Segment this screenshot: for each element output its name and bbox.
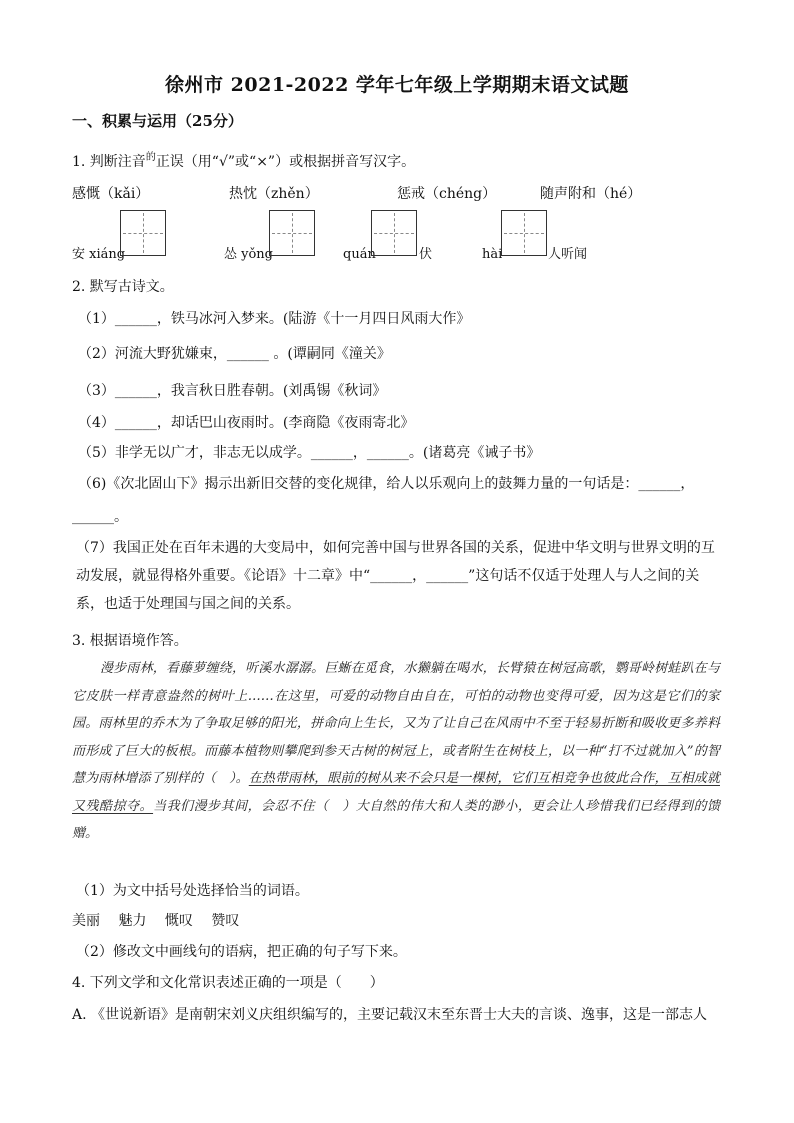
fill-pinyin: 安 xiáng (72, 247, 126, 262)
section-heading: 一、积累与运用（25分） (72, 112, 243, 130)
pinyin-item-1: 感慨（kǎi） (72, 186, 150, 202)
character-grid-box[interactable] (371, 210, 417, 256)
fill-item-1 (72, 210, 172, 262)
question-3-stem: 3. 根据语境作答。 (72, 633, 188, 649)
reading-passage (72, 655, 720, 848)
poem-line-7: （7）我国正处在百年未遇的大变局中，如何完善中国与世界各国的关系，促进中华文明与世界文明的互动发展，就显得格外重要。《论语》十二章》中“______，______”这句话不仅适于处理人与人之间的关系，也适于处理国与国之间的关系。 (76, 540, 715, 612)
character-grid-box[interactable] (120, 210, 166, 256)
passage-text-c: 当我们漫步其间，会忍不住（ ）大自然的伟大和人类的渺小，更会让人珍惜我们已经得到的馈赠。 (72, 798, 720, 841)
q1-stem-sup: 的 (145, 152, 156, 163)
word-option: 赞叹 (211, 913, 240, 929)
poem-line-3: （3）______，我言秋日胜春朝。(刘禹锡《秋词》 (78, 383, 387, 399)
question-1-stem (72, 148, 415, 171)
poem-line-6a: （6)《次北固山下》揭示出新旧交替的变化规律，给人以乐观向上的鼓舞力量的一句话是：______， (78, 476, 695, 492)
fill-item-2 (224, 210, 324, 262)
q4-option-a: A. 《世说新语》是南朝宋刘义庆组织编写的，主要记载汉末至东晋士大夫的言谈、逸事，这是一部志人 (72, 1007, 708, 1023)
word-options (72, 910, 253, 930)
q1-stem-part-b: 正误（用“√”或“×”）或根据拼音写汉字。 (155, 154, 416, 170)
fill-suffix: 人听闻 (548, 247, 588, 262)
fill-pinyin: quán (343, 247, 376, 262)
word-option: 慨叹 (164, 913, 193, 929)
fill-pinyin: 怂 yǒng (224, 247, 273, 262)
poem-line-2: （2）河流大野犹嫌束，______ 。(谭嗣同《潼关》 (78, 346, 391, 362)
pinyin-item-4: 随声附和（hé） (540, 186, 642, 202)
passage-text-a: 漫步雨林，看藤萝缠绕，听溪水潺潺。巨蜥在觅食，水獭躺在喝水，长臂猿在树冠高歌，鹦哥岭树蛙趴在与它皮肤一样青意盎然的树叶上……在这里，可爱的动物自由自在，可怕的动物也变得可爱，因为这是它们的家园。雨林里的乔木为了争取足够的阳光，拼命向上生长，又为了让自己在风雨中不至于轻易折断和吸收更多养料而形成了巨大的板根。而藤本植物则攀爬到参天古树的树冠上，或者附生在树枝上，以一种“打不过就加入”的智慧为雨林增添了别样的（ ）。 (72, 661, 720, 786)
q3-sub-2: （2）修改文中画线句的语病，把正确的句子写下来。 (76, 944, 407, 960)
fill-suffix: 伏 (419, 247, 433, 262)
character-grid-box[interactable] (501, 210, 547, 256)
word-option: 美丽 (72, 913, 100, 929)
fill-pinyin: hài (482, 247, 503, 262)
q1-stem-part-a: 1. 判断注音 (72, 154, 146, 170)
word-option: 魅力 (118, 913, 147, 929)
poem-line-1: （1）______，铁马冰河入梦来。(陆游《十一月四日风雨大作》 (78, 311, 471, 327)
question-4-stem: 4. 下列文学和文化常识表述正确的一项是（ ） (72, 975, 384, 991)
question-2-stem: 2. 默写古诗文。 (72, 279, 174, 295)
poem-line-4: （4）______，却话巴山夜雨时。(李商隐《夜雨寄北》 (78, 415, 415, 431)
underlined-sentence: 在热带雨林，眼前的树从来不会只是一棵树，它们互相竞争也彼此合作，互相成就又残酷掠夺。 (72, 771, 720, 814)
pinyin-item-3: 惩戒（chéng） (397, 186, 497, 202)
fill-item-4 (482, 210, 622, 262)
fill-item-3 (343, 210, 453, 262)
page-title: 徐州市 2021-2022 学年七年级上学期期末语文试题 (165, 74, 629, 96)
q3-sub-1: （1）为文中括号处选择恰当的词语。 (76, 883, 309, 899)
poem-line-6b: ______。 (72, 509, 128, 525)
poem-line-5: （5）非学无以广才，非志无以成学。______，______。(诸葛亮《诫子书》 (78, 445, 541, 461)
character-grid-box[interactable] (269, 210, 315, 256)
pinyin-item-2: 热忱（zhěn） (229, 186, 319, 202)
